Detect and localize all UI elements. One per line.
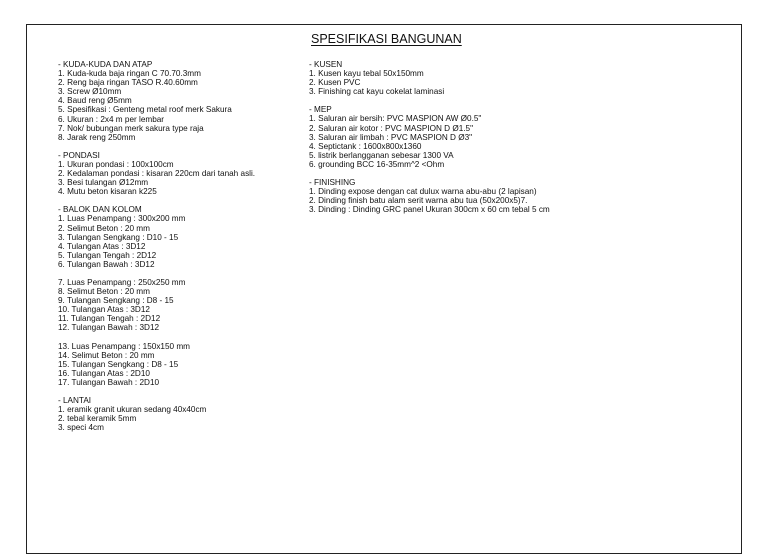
spec-item: 4. Mutu beton kisaran k225 bbox=[58, 187, 157, 197]
spec-item: 15. Tulangan Sengkang : D8 - 15 bbox=[58, 359, 179, 369]
spec-item: 9. Tulangan Sengkang : D8 - 15 bbox=[58, 296, 174, 306]
spec-section bbox=[309, 105, 629, 169]
spec-item: 17. Tulangan Bawah : 2D10 bbox=[58, 377, 160, 387]
spec-section bbox=[58, 151, 308, 196]
spec-item: 1. eramik granit ukuran sedang 40x40cm bbox=[58, 405, 207, 415]
spec-item: 1. Luas Penampang : 300x200 mm bbox=[58, 214, 186, 224]
spec-item: 4. Septictank : 1600x800x1360 bbox=[309, 141, 422, 151]
spec-item: 6. grounding BCC 16-35mm^2 <Ohm bbox=[309, 159, 445, 169]
spec-section bbox=[58, 205, 308, 387]
spec-item: 2. Selimut Beton : 20 mm bbox=[58, 223, 150, 233]
spec-item: 2. Reng baja ringan TASO R.40.60mm bbox=[58, 78, 198, 88]
spec-item: 12. Tulangan Bawah : 3D12 bbox=[58, 323, 160, 333]
spec-item: 5. listrik berlangganan sebesar 1300 VA bbox=[309, 150, 454, 160]
spec-section bbox=[309, 60, 629, 96]
spec-item: 3. Tulangan Sengkang : D10 - 15 bbox=[58, 232, 179, 242]
spec-item: 3. Dinding : Dinding GRC panel Ukuran 300cm x 60 cm tebal 5 cm bbox=[309, 205, 550, 215]
spec-item: 1. Saluran air bersih: PVC MASPION AW Ø0.5" bbox=[309, 114, 482, 124]
spec-item: 3. Besi tulangan Ø12mm bbox=[58, 178, 149, 188]
spec-item: 3. Screw Ø10mm bbox=[58, 87, 122, 97]
spec-item: 7. Nok/ bubungan merk sakura type raja bbox=[58, 123, 204, 133]
section-heading: - LANTAI bbox=[58, 396, 92, 405]
spec-item: 3. Finishing cat kayu cokelat laminasi bbox=[309, 87, 445, 97]
group-spacer bbox=[58, 333, 308, 342]
spec-section bbox=[58, 60, 308, 142]
spec-item: 8. Selimut Beton : 20 mm bbox=[58, 287, 150, 297]
spec-item: 1. Kusen kayu tebal 50x150mm bbox=[309, 69, 424, 79]
spec-item: 11. Tulangan Tengah : 2D12 bbox=[58, 314, 161, 324]
section-heading: - KUDA-KUDA DAN ATAP bbox=[58, 60, 153, 69]
section-heading: - PONDASI bbox=[58, 150, 100, 160]
spec-item: 2. Kedalaman pondasi : kisaran 220cm dari tanah asli. bbox=[58, 169, 256, 179]
section-heading: - FINISHING bbox=[309, 178, 356, 188]
spec-item: 10. Tulangan Atas : 3D12 bbox=[58, 305, 150, 315]
spec-item: 2. Saluran air kotor : PVC MASPION D Ø1.5" bbox=[309, 123, 473, 133]
spec-item: 13. Luas Penampang : 150x150 mm bbox=[58, 341, 190, 351]
spec-item: 1. Ukuran pondasi : 100x100cm bbox=[58, 159, 174, 169]
spec-item: 1. Kuda-kuda baja ringan C 70.70.3mm bbox=[58, 69, 201, 79]
spec-item: 4. Tulangan Atas : 3D12 bbox=[58, 241, 146, 251]
spec-item: 6. Tulangan Bawah : 3D12 bbox=[58, 259, 155, 269]
spec-item: 1. Dinding expose dengan cat dulux warna abu-abu (2 lapisan) bbox=[309, 187, 537, 197]
spec-item: 4. Baud reng Ø5mm bbox=[58, 96, 132, 106]
spec-section bbox=[309, 178, 629, 214]
spec-item: 7. Luas Penampang : 250x250 mm bbox=[58, 277, 186, 287]
spec-item: 5. Tulangan Tengah : 2D12 bbox=[58, 250, 157, 260]
spec-sheet bbox=[26, 24, 742, 554]
section-heading: - BALOK DAN KOLOM bbox=[58, 205, 142, 215]
section-heading: - KUSEN bbox=[309, 60, 343, 69]
document-title: SPESIFIKASI BANGUNAN bbox=[311, 32, 462, 46]
right-column bbox=[309, 60, 629, 223]
spec-item: 16. Tulangan Atas : 2D10 bbox=[58, 368, 150, 378]
spec-item: 5. Spesifikasi : Genteng metal roof merk Sakura bbox=[58, 105, 232, 115]
spec-item: 2. tebal keramik 5mm bbox=[58, 414, 137, 424]
spec-item: 14. Selimut Beton : 20 mm bbox=[58, 350, 155, 360]
section-heading: - MEP bbox=[309, 105, 332, 115]
left-column bbox=[58, 60, 308, 441]
spec-item: 2. Kusen PVC bbox=[309, 78, 361, 88]
spec-item: 3. Saluran air limbah : PVC MASPION D Ø3" bbox=[309, 132, 473, 142]
spec-item: 2. Dinding finish batu alam serit warna abu tua (50x200x5)7. bbox=[309, 196, 528, 206]
group-spacer bbox=[58, 269, 308, 278]
spec-item: 8. Jarak reng 250mm bbox=[58, 132, 136, 142]
spec-item: 6. Ukuran : 2x4 m per lembar bbox=[58, 114, 165, 124]
spec-item: 3. speci 4cm bbox=[58, 423, 104, 433]
spec-section bbox=[58, 396, 308, 432]
